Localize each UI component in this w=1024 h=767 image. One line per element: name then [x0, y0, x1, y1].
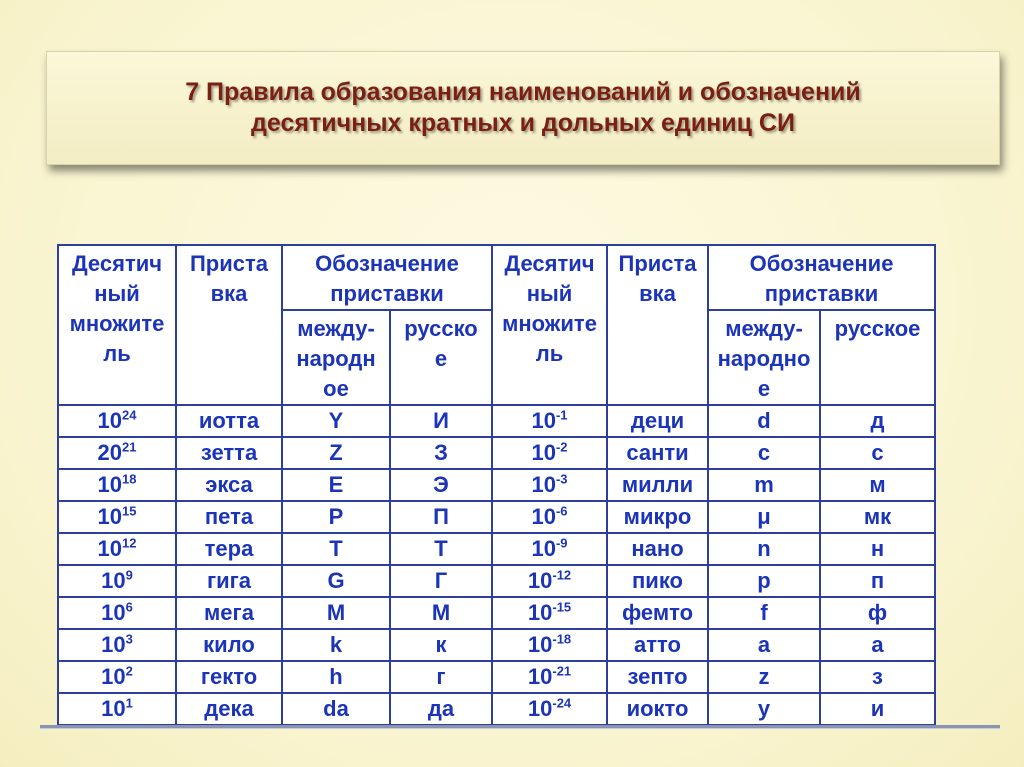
russian-symbol-cell-2: [820, 693, 935, 725]
multiplier-cell-text: 10: [97, 536, 122, 561]
header-international-l3: ое: [323, 376, 349, 401]
russian-symbol-cell: [390, 469, 492, 501]
multiplier-cell-2-text: 10: [531, 504, 556, 529]
multiplier-cell-exponent: 18: [122, 471, 137, 487]
russian-symbol-cell: [390, 405, 492, 437]
prefix-cell-2: [607, 405, 708, 437]
international-symbol-cell-2-text: z: [758, 664, 770, 689]
russian-symbol-cell-text: З: [434, 440, 448, 465]
multiplier-cell-exponent: 9: [125, 567, 133, 583]
header-designation2-l2: приставки: [764, 281, 879, 306]
multiplier-cell-2: [492, 693, 607, 725]
prefix-cell-2-text: пико: [632, 568, 683, 593]
international-symbol-cell-2-text: p: [757, 568, 771, 593]
prefix-cell-text: зетта: [200, 440, 258, 465]
prefix-cell: [176, 693, 282, 725]
header-prefix-l1: Приста: [189, 251, 269, 276]
multiplier-cell-2-exponent: -24: [552, 695, 572, 711]
russian-symbol-cell-2-text: ф: [867, 600, 888, 625]
table-row: [58, 661, 935, 693]
multiplier-cell-2: [492, 597, 607, 629]
table-row: [58, 693, 935, 725]
international-symbol-cell: [282, 405, 390, 437]
multiplier-cell-exponent: 12: [122, 535, 137, 551]
multiplier-cell-2-exponent: -3: [555, 471, 568, 487]
header-multiplier2-l1: Десятич: [504, 251, 595, 276]
multiplier-cell: [58, 533, 176, 565]
multiplier-cell-2-exponent: -18: [552, 631, 572, 647]
prefix-cell: [176, 597, 282, 629]
multiplier-cell-text: 20: [97, 440, 122, 465]
prefix-cell-2: [607, 469, 708, 501]
table-row: [58, 501, 935, 533]
multiplier-cell-2: [492, 501, 607, 533]
multiplier-cell-2-text: 10: [527, 696, 553, 721]
russian-symbol-cell: [390, 437, 492, 469]
multiplier-cell-exponent: 21: [122, 439, 137, 455]
title-line-1: 7 Правила образования наименований и обозначений: [185, 78, 861, 106]
international-symbol-cell-2: [708, 629, 820, 661]
prefix-cell: [176, 533, 282, 565]
multiplier-cell-2-exponent: -2: [555, 439, 568, 455]
table-row: [58, 437, 935, 469]
international-symbol-cell: [282, 501, 390, 533]
international-symbol-cell-2-text: a: [757, 632, 771, 657]
prefix-cell-2: [607, 629, 708, 661]
si-prefix-table: [57, 244, 936, 726]
international-symbol-cell-text: M: [326, 600, 346, 625]
multiplier-cell-2: [492, 661, 607, 693]
international-symbol-cell: [282, 469, 390, 501]
multiplier-cell-text: 10: [101, 632, 126, 657]
multiplier-cell-exponent: 3: [125, 631, 133, 647]
prefix-cell-text: гекто: [200, 664, 258, 689]
international-symbol-cell-2: [708, 533, 820, 565]
multiplier-cell: [58, 629, 176, 661]
international-symbol-cell-2: [708, 501, 820, 533]
russian-symbol-cell-2: [820, 405, 935, 437]
header-international-l1: между-: [297, 316, 375, 341]
russian-symbol-cell-2: [820, 469, 935, 501]
multiplier-cell: [58, 565, 176, 597]
header-russian-2: [820, 310, 935, 405]
multiplier-cell: [58, 501, 176, 533]
multiplier-cell-exponent: 24: [122, 407, 137, 423]
table-row: [58, 565, 935, 597]
prefix-cell-2: [607, 693, 708, 725]
international-symbol-cell-2: [708, 661, 820, 693]
prefix-cell: [176, 469, 282, 501]
russian-symbol-cell: [390, 533, 492, 565]
multiplier-cell-text: 10: [101, 568, 126, 593]
multiplier-cell-2-exponent: -21: [552, 663, 572, 679]
international-symbol-cell-2-text: c: [757, 440, 771, 465]
international-symbol-cell-text: k: [329, 632, 343, 657]
russian-symbol-cell: [390, 661, 492, 693]
russian-symbol-cell-2-text: и: [870, 696, 885, 721]
russian-symbol-cell-2-text: п: [870, 568, 885, 593]
multiplier-cell-text: 10: [101, 600, 126, 625]
international-symbol-cell-text: P: [328, 504, 344, 529]
international-symbol-cell-2: [708, 437, 820, 469]
international-symbol-cell-2-text: μ: [757, 504, 771, 529]
russian-symbol-cell-text: Э: [433, 472, 449, 497]
multiplier-cell-2-exponent: -9: [555, 535, 568, 551]
prefix-cell-2-text: санти: [626, 440, 689, 465]
international-symbol-cell-text: T: [329, 536, 343, 561]
multiplier-cell: [58, 469, 176, 501]
header-designation: [282, 245, 492, 310]
multiplier-cell-2-text: 10: [527, 632, 553, 657]
prefix-cell-2-text: микро: [623, 504, 692, 529]
bottom-divider: [40, 725, 1000, 729]
prefix-cell-text: дека: [204, 696, 254, 721]
multiplier-cell-2-text: 10: [531, 408, 556, 433]
multiplier-cell: [58, 693, 176, 725]
header-international2-l2: народно: [717, 346, 811, 371]
header-multiplier-l3: множите: [69, 311, 165, 336]
header-international: [282, 310, 390, 405]
russian-symbol-cell-2-text: з: [872, 664, 883, 689]
prefix-cell-2: [607, 597, 708, 629]
russian-symbol-cell-text: да: [427, 696, 455, 721]
prefix-cell-2-text: нано: [631, 536, 684, 561]
header-multiplier-l2: ный: [94, 281, 140, 306]
prefix-cell-2-text: атто: [634, 632, 681, 657]
header-russian2-l1: русское: [834, 316, 921, 341]
header-international2-l3: е: [757, 376, 771, 401]
prefix-cell-2: [607, 533, 708, 565]
russian-symbol-cell: [390, 693, 492, 725]
table-row: [58, 469, 935, 501]
russian-symbol-cell-text: И: [433, 408, 449, 433]
header-designation-2: [708, 245, 935, 310]
russian-symbol-cell-text: М: [431, 600, 451, 625]
russian-symbol-cell-2-text: а: [871, 632, 884, 657]
international-symbol-cell-2-text: n: [757, 536, 771, 561]
header-prefix2-l1: Приста: [618, 251, 697, 276]
international-symbol-cell: [282, 597, 390, 629]
russian-symbol-cell-2-text: д: [870, 408, 885, 433]
prefix-cell-2-text: зепто: [627, 664, 688, 689]
prefix-cell: [176, 629, 282, 661]
header-designation-l1: Обозначение: [315, 251, 459, 276]
russian-symbol-cell-text: Т: [434, 536, 448, 561]
international-symbol-cell-2: [708, 469, 820, 501]
multiplier-cell-exponent: 2: [125, 663, 133, 679]
header-multiplier2-l4: ль: [535, 341, 564, 366]
header-international2-l1: между-: [725, 316, 803, 341]
multiplier-cell-text: 10: [101, 696, 126, 721]
russian-symbol-cell: [390, 597, 492, 629]
russian-symbol-cell-2-text: н: [870, 536, 885, 561]
prefix-cell: [176, 565, 282, 597]
multiplier-cell-2-text: 10: [531, 536, 556, 561]
prefix-cell-2-text: милли: [621, 472, 694, 497]
prefix-cell-text: мега: [204, 600, 254, 625]
international-symbol-cell: [282, 565, 390, 597]
multiplier-cell-2: [492, 629, 607, 661]
multiplier-cell: [58, 661, 176, 693]
header-row-1: [58, 245, 935, 310]
multiplier-cell-2-text: 10: [531, 440, 556, 465]
international-symbol-cell-2-text: d: [757, 408, 771, 433]
prefix-cell-2: [607, 501, 708, 533]
russian-symbol-cell-2: [820, 437, 935, 469]
prefix-cell: [176, 405, 282, 437]
russian-symbol-cell-2: [820, 565, 935, 597]
prefix-cell-text: экса: [205, 472, 253, 497]
multiplier-cell-2-text: 10: [527, 600, 553, 625]
russian-symbol-cell-2-text: мк: [863, 504, 892, 529]
table-row: [58, 533, 935, 565]
international-symbol-cell: [282, 693, 390, 725]
russian-symbol-cell-2: [820, 661, 935, 693]
multiplier-cell-2: [492, 533, 607, 565]
multiplier-cell-exponent: 6: [125, 599, 133, 615]
multiplier-cell-2-exponent: -6: [555, 503, 568, 519]
header-prefix-l2: вка: [210, 281, 248, 306]
prefix-cell-2: [607, 565, 708, 597]
multiplier-cell-text: 10: [101, 664, 126, 689]
prefix-cell-text: тера: [204, 536, 254, 561]
header-multiplier: [58, 245, 176, 405]
russian-symbol-cell-text: г: [436, 664, 446, 689]
international-symbol-cell-2: [708, 405, 820, 437]
international-symbol-cell-2-text: f: [760, 600, 768, 625]
russian-symbol-cell-2: [820, 501, 935, 533]
russian-symbol-cell-2: [820, 629, 935, 661]
prefix-cell: [176, 501, 282, 533]
multiplier-cell-2: [492, 469, 607, 501]
multiplier-cell-text: 10: [97, 472, 122, 497]
international-symbol-cell-text: Y: [328, 408, 344, 433]
prefix-cell: [176, 661, 282, 693]
table-row: [58, 597, 935, 629]
header-multiplier2-l2: ный: [526, 281, 573, 306]
multiplier-cell: [58, 597, 176, 629]
international-symbol-cell-text: E: [328, 472, 344, 497]
international-symbol-cell-2-text: m: [754, 472, 774, 497]
header-multiplier-l4: ль: [103, 341, 131, 366]
multiplier-cell-2-exponent: -1: [555, 407, 568, 423]
international-symbol-cell-text: h: [329, 664, 343, 689]
multiplier-cell-2: [492, 437, 607, 469]
header-prefix: [176, 245, 282, 405]
header-multiplier-l1: Десятич: [71, 251, 163, 276]
russian-symbol-cell-2-text: с: [871, 440, 884, 465]
international-symbol-cell-text: Z: [329, 440, 343, 465]
multiplier-cell-2-exponent: -15: [552, 599, 572, 615]
prefix-cell-2: [607, 661, 708, 693]
multiplier-cell-2-exponent: -12: [552, 567, 572, 583]
russian-symbol-cell: [390, 629, 492, 661]
header-designation-l2: приставки: [330, 281, 444, 306]
header-multiplier-2: [492, 245, 607, 405]
russian-symbol-cell-text: к: [435, 632, 447, 657]
header-russian: [390, 310, 492, 405]
multiplier-cell-text: 10: [97, 504, 122, 529]
table-row: [58, 405, 935, 437]
header-international-l2: народн: [296, 346, 376, 371]
prefix-cell-2-text: иокто: [626, 696, 689, 721]
prefix-cell-text: иотта: [198, 408, 260, 433]
prefix-cell-2-text: фемто: [621, 600, 694, 625]
multiplier-cell-2: [492, 565, 607, 597]
international-symbol-cell-text: da: [323, 696, 349, 721]
header-russian-l2: е: [434, 346, 448, 371]
russian-symbol-cell-2: [820, 597, 935, 629]
header-prefix2-l2: вка: [639, 281, 676, 306]
multiplier-cell: [58, 437, 176, 469]
international-symbol-cell: [282, 437, 390, 469]
multiplier-cell: [58, 405, 176, 437]
header-international-2: [708, 310, 820, 405]
russian-symbol-cell: [390, 501, 492, 533]
russian-symbol-cell-2: [820, 533, 935, 565]
international-symbol-cell-text: G: [327, 568, 345, 593]
international-symbol-cell-2: [708, 693, 820, 725]
multiplier-cell-2-text: 10: [527, 568, 553, 593]
prefix-cell-text: пета: [204, 504, 254, 529]
international-symbol-cell-2: [708, 565, 820, 597]
header-russian-l1: русско: [404, 316, 478, 341]
multiplier-cell-exponent: 15: [122, 503, 137, 519]
international-symbol-cell-2-text: y: [757, 696, 771, 721]
header-multiplier2-l3: множите: [502, 311, 597, 336]
multiplier-cell-2: [492, 405, 607, 437]
international-symbol-cell: [282, 629, 390, 661]
title-line-2: десятичных кратных и дольных единиц СИ: [251, 109, 795, 137]
table-row: [58, 629, 935, 661]
multiplier-cell-2-text: 10: [531, 472, 556, 497]
prefix-cell-2-text: деци: [630, 408, 685, 433]
multiplier-cell-text: 10: [97, 408, 122, 433]
russian-symbol-cell: [390, 565, 492, 597]
prefix-cell-2: [607, 437, 708, 469]
russian-symbol-cell-text: П: [433, 504, 449, 529]
multiplier-cell-2-text: 10: [527, 664, 553, 689]
title-box: [46, 51, 1000, 165]
international-symbol-cell-2: [708, 597, 820, 629]
header-designation2-l1: Обозначение: [749, 251, 894, 276]
international-symbol-cell: [282, 661, 390, 693]
multiplier-cell-exponent: 1: [125, 695, 133, 711]
prefix-cell-text: гига: [206, 568, 252, 593]
prefix-cell: [176, 437, 282, 469]
prefix-cell-text: кило: [203, 632, 255, 657]
russian-symbol-cell-2-text: м: [869, 472, 886, 497]
international-symbol-cell: [282, 533, 390, 565]
russian-symbol-cell-text: Г: [434, 568, 448, 593]
header-prefix-2: [607, 245, 708, 405]
